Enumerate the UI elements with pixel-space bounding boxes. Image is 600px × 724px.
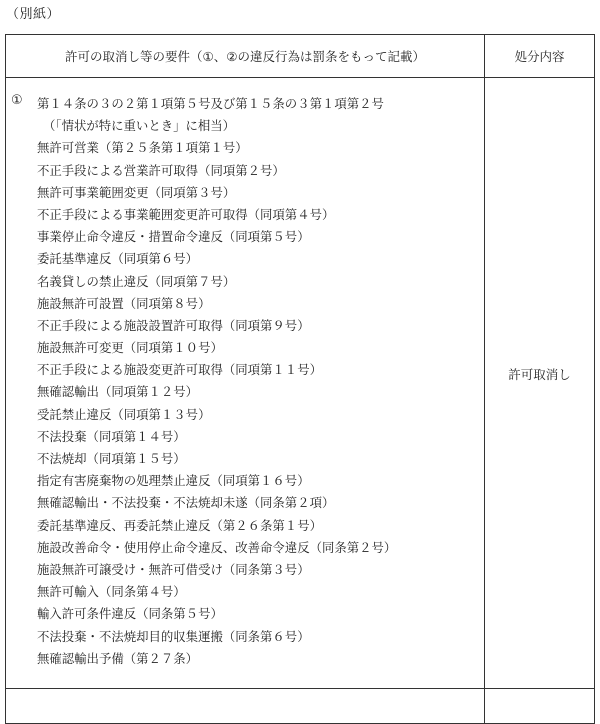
- requirement-note: （「情状が特に重いとき」に相当）: [43, 118, 236, 134]
- requirement-item: 不法投棄・不法焼却目的収集運搬（同条第６号）: [37, 628, 310, 644]
- requirement-item: 輸入許可条件違反（同条第５号）: [37, 606, 223, 622]
- disposition-value: 許可取消し: [508, 367, 571, 382]
- requirement-item: 不正手段による施設変更許可取得（同項第１１号）: [37, 362, 322, 378]
- requirement-item: 名義貸しの禁止違反（同項第７号）: [37, 273, 236, 289]
- requirement-item: 無許可輸入（同条第４号）: [37, 584, 186, 600]
- requirement-item: 不法焼却（同項第１５号）: [37, 451, 186, 466]
- requirement-item: 施設無許可譲受け・無許可借受け（同条第３号）: [37, 561, 310, 577]
- requirements-header: 許可の取消し等の要件（①、②の違反行為は罰条をもって記載）: [65, 49, 425, 64]
- requirement-item: 不正手段による施設設置許可取得（同項第９号）: [37, 317, 310, 333]
- requirement-item: 第１４条の３の２第１項第５号及び第１５条の３第１項第２号: [37, 96, 384, 111]
- requirement-item: 委託基準違反（同項第６号）: [37, 251, 199, 267]
- requirement-item: 委託基準違反、再委託禁止違反（第２６条第１号）: [37, 517, 322, 533]
- requirement-item: 不正手段による事業範囲変更許可取得（同項第４号）: [37, 206, 335, 222]
- requirement-item: 無確認輸出予備（第２７条）: [37, 650, 199, 666]
- annex-label: （別紙）: [6, 7, 61, 22]
- requirement-item: 不正手段による営業許可取得（同項第２号）: [37, 162, 285, 178]
- requirement-item: 無許可事業範囲変更（同項第３号）: [37, 184, 236, 200]
- requirement-item: 指定有害廃棄物の処理禁止違反（同項第１６号）: [37, 473, 310, 489]
- requirements-list: [37, 93, 482, 670]
- requirement-item: 受託禁止違反（同項第１３号）: [37, 406, 211, 422]
- requirement-item: 施設無許可変更（同項第１０号）: [37, 340, 223, 356]
- requirement-item: 施設改善命令・使用停止命令違反、改善命令違反（同条第２号）: [37, 539, 397, 555]
- disposition-header: 処分内容: [514, 49, 565, 64]
- requirement-item: 事業停止命令違反・措置命令違反（同項第５号）: [37, 229, 310, 245]
- section-marker: ①: [11, 93, 23, 108]
- requirement-item: 不法投棄（同項第１４号）: [37, 428, 186, 444]
- requirement-item: 無確認輸出・不法投棄・不法焼却未遂（同条第２項）: [37, 495, 335, 511]
- row-divider: [6, 688, 594, 689]
- requirement-item: 無許可営業（第２５条第１項第１号）: [37, 140, 248, 156]
- requirements-table: [5, 34, 595, 724]
- requirement-item: 無確認輸出（同項第１２号）: [37, 384, 199, 400]
- requirement-item: 施設無許可設置（同項第８号）: [37, 295, 211, 311]
- header-divider: [6, 77, 594, 78]
